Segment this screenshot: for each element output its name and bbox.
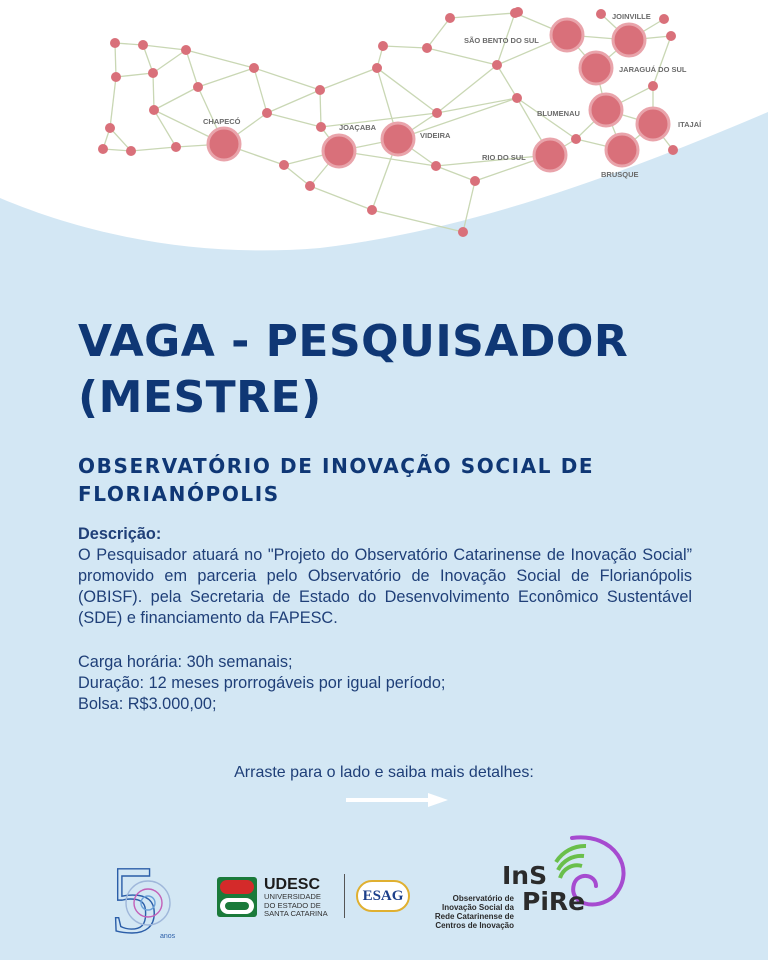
network-node bbox=[305, 181, 315, 191]
network-node bbox=[110, 38, 120, 48]
network-node bbox=[666, 31, 676, 41]
network-node bbox=[590, 94, 622, 126]
udesc-line2: DO ESTADO DE bbox=[264, 900, 321, 910]
anniversary-unit: anos bbox=[160, 933, 176, 940]
network-node bbox=[445, 13, 455, 23]
udesc-emblem-icon bbox=[217, 877, 257, 917]
description-block bbox=[78, 524, 692, 629]
esag-logo bbox=[356, 880, 410, 912]
city-label-joacaba: JOAÇABA bbox=[339, 123, 377, 132]
network-node bbox=[378, 41, 388, 51]
workload-text: Carga horária: 30h semanais; bbox=[78, 653, 293, 671]
network-node bbox=[431, 161, 441, 171]
partner-logos bbox=[0, 830, 768, 960]
network-node bbox=[193, 82, 203, 92]
inspire-caption-line4: Centros de Inovação bbox=[435, 921, 514, 930]
network-node bbox=[367, 205, 377, 215]
network-map-illustration bbox=[0, 0, 768, 260]
network-node bbox=[606, 134, 638, 166]
network-node bbox=[580, 52, 612, 84]
network-node bbox=[372, 63, 382, 73]
duration-text: Duração: 12 meses prorrogáveis por igual período; bbox=[78, 674, 446, 692]
network-node bbox=[458, 227, 468, 237]
network-node bbox=[551, 19, 583, 51]
network-node bbox=[513, 7, 523, 17]
logo-divider bbox=[344, 874, 345, 918]
network-node bbox=[637, 108, 669, 140]
network-node bbox=[316, 122, 326, 132]
network-node bbox=[138, 40, 148, 50]
inspire-top-text: InS bbox=[502, 861, 548, 890]
inspire-caption-line2: Inovação Social da bbox=[441, 903, 514, 912]
network-node bbox=[105, 123, 115, 133]
udesc-name: UDESC bbox=[264, 876, 321, 893]
network-node bbox=[148, 68, 158, 78]
description-body: O Pesquisador atuará no "Projeto do Observatório Catarinense de Inovação Social” promovido em parceria pelo Observatório de Inovação Social de Florianópolis (OBISF). pela Secretaria de Estado do Desenvolvimento Econômico Sustentável (SDE) e financiamento da FAPESC. bbox=[78, 546, 692, 627]
network-node bbox=[534, 139, 566, 171]
arrow-right-icon bbox=[346, 792, 450, 808]
city-label-itajai: ITAJAÍ bbox=[678, 120, 702, 129]
inspire-logo bbox=[502, 832, 632, 914]
inspire-caption-line3: Rede Catarinense de bbox=[434, 912, 514, 921]
network-node bbox=[249, 63, 259, 73]
network-node bbox=[470, 176, 480, 186]
udesc-subtitle bbox=[264, 893, 328, 919]
organization-line1: OBSERVATÓRIO DE INOVAÇÃO SOCIAL DE bbox=[78, 454, 595, 478]
network-node bbox=[279, 160, 289, 170]
network-node bbox=[422, 43, 432, 53]
network-node bbox=[171, 142, 181, 152]
job-details bbox=[78, 652, 445, 715]
city-label-jaragua-do-sul: JARAGUÁ DO SUL bbox=[619, 65, 687, 74]
job-title-line1: VAGA - PESQUISADOR bbox=[78, 316, 629, 367]
network-node bbox=[596, 9, 606, 19]
network-node bbox=[668, 145, 678, 155]
network-node bbox=[432, 108, 442, 118]
network-node bbox=[126, 146, 136, 156]
network-node bbox=[262, 108, 272, 118]
city-label-joinville: JOINVILLE bbox=[612, 12, 651, 21]
swipe-instruction: Arraste para o lado e saiba mais detalhes: bbox=[234, 764, 534, 781]
inspire-caption bbox=[410, 894, 514, 930]
city-label-blumenau: BLUMENAU bbox=[537, 109, 580, 118]
udesc-line1: UNIVERSIDADE bbox=[264, 892, 321, 901]
network-node bbox=[613, 24, 645, 56]
network-node bbox=[315, 85, 325, 95]
network-node bbox=[208, 128, 240, 160]
network-node bbox=[323, 135, 355, 167]
esag-text: ESAG bbox=[362, 888, 404, 904]
network-node bbox=[149, 105, 159, 115]
city-label-chapeco: CHAPECÓ bbox=[203, 117, 241, 126]
city-label-rio-do-sul: RIO DO SUL bbox=[482, 153, 526, 162]
network-node bbox=[571, 134, 581, 144]
job-title bbox=[78, 314, 628, 426]
grant-text: Bolsa: R$3.000,00; bbox=[78, 695, 217, 713]
city-label-sao-bento-do-sul: SÃO BENTO DO SUL bbox=[464, 36, 539, 45]
network-node bbox=[98, 144, 108, 154]
inspire-caption-line1: Observatório de bbox=[452, 894, 514, 903]
anniversary-logo bbox=[108, 848, 188, 940]
organization-name bbox=[78, 452, 594, 508]
network-node bbox=[659, 14, 669, 24]
city-label-brusque: BRUSQUE bbox=[601, 170, 639, 179]
inspire-bottom-text: PiRe bbox=[522, 887, 586, 914]
network-node bbox=[382, 123, 414, 155]
network-node bbox=[648, 81, 658, 91]
organization-line2: FLORIANÓPOLIS bbox=[78, 482, 280, 506]
network-node bbox=[181, 45, 191, 55]
city-label-videira: VIDEIRA bbox=[420, 131, 451, 140]
description-heading: Descrição: bbox=[78, 525, 162, 543]
anniversary-number: 5 bbox=[110, 848, 158, 940]
network-node bbox=[512, 93, 522, 103]
udesc-line3: SANTA CATARINA bbox=[264, 909, 328, 919]
network-node bbox=[111, 72, 121, 82]
network-node bbox=[492, 60, 502, 70]
job-title-line2: (MESTRE) bbox=[78, 372, 322, 423]
